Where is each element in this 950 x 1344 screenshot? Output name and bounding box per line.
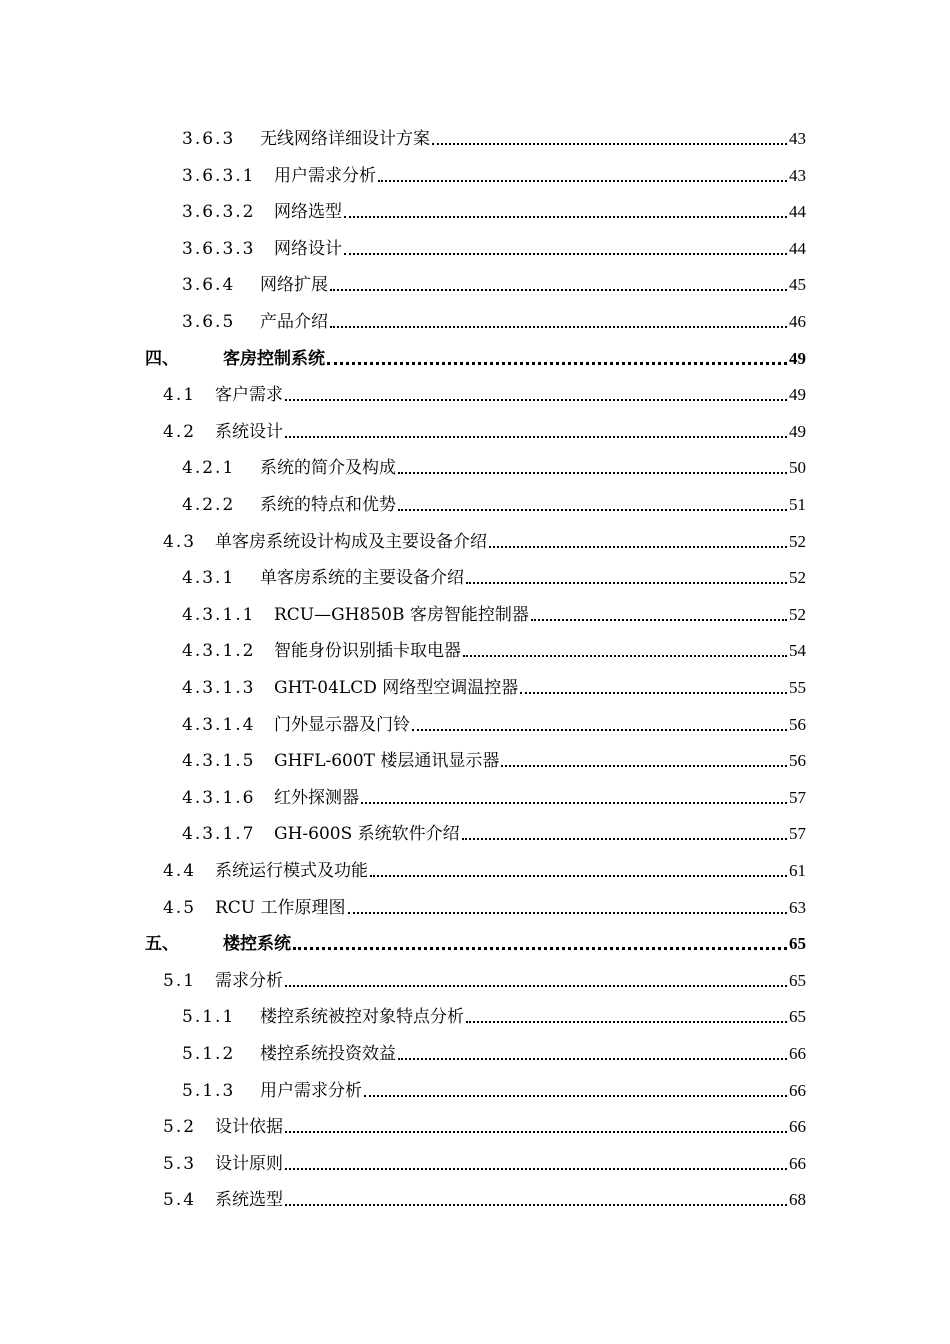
toc-entry[interactable] <box>182 1000 806 1028</box>
toc-dot-leader <box>463 655 787 657</box>
toc-entry[interactable] <box>145 927 806 955</box>
toc-entry-title: 网络设计 <box>274 238 342 259</box>
toc-entry-title: 智能身份识别插卡取电器 <box>274 641 461 662</box>
toc-entry-number: 4.2 <box>163 421 197 442</box>
toc-entry[interactable] <box>182 744 806 772</box>
toc-entry[interactable] <box>163 964 806 992</box>
toc-entry-title: 设计原则 <box>215 1153 283 1174</box>
toc-dot-leader <box>348 912 787 914</box>
toc-entry-page: 56 <box>789 751 806 771</box>
toc-entry-title: 用户需求分析 <box>274 165 376 186</box>
toc-dot-leader <box>364 1095 787 1097</box>
toc-dot-leader <box>398 509 787 511</box>
toc-entry-title: 网络扩展 <box>260 275 328 296</box>
toc-entry-page: 43 <box>789 129 806 148</box>
toc-entry-number: 5.1.2 <box>182 1044 236 1064</box>
toc-dot-leader <box>330 326 787 328</box>
toc-entry-number: 4.5 <box>163 897 197 918</box>
toc-entry-title: 楼控系统 <box>223 934 291 955</box>
toc-entry-title: GH-600S 系统软件介绍 <box>274 824 460 845</box>
toc-entry-number: 5.4 <box>163 1190 197 1211</box>
toc-entry[interactable] <box>182 634 806 662</box>
toc-entry[interactable] <box>182 268 806 296</box>
toc-entry-title: 单客房系统的主要设备介绍 <box>260 568 464 589</box>
toc-entry-page: 49 <box>789 421 806 441</box>
toc-entry-number: 4.3.1.4 <box>182 714 256 735</box>
toc-entry-number: 4.3.1.7 <box>182 824 256 845</box>
toc-entry-page: 50 <box>789 458 806 478</box>
toc-entry-number: 5.2 <box>163 1117 197 1138</box>
toc-entry[interactable] <box>182 1037 806 1065</box>
toc-entry[interactable] <box>182 1074 806 1102</box>
toc-entry-number: 4.3.1.3 <box>182 678 256 698</box>
toc-entry[interactable] <box>182 708 806 736</box>
toc-entry[interactable] <box>163 891 806 919</box>
toc-dot-leader <box>285 436 787 438</box>
toc-entry-title: 系统运行模式及功能 <box>215 861 368 881</box>
toc-entry[interactable] <box>182 781 806 809</box>
toc-entry[interactable] <box>182 159 806 187</box>
toc-entry-title: 无线网络详细设计方案 <box>260 129 430 149</box>
toc-entry-title: 楼控系统投资效益 <box>260 1044 396 1064</box>
toc-entry-page: 66 <box>789 1044 806 1063</box>
toc-entry-page: 52 <box>789 531 806 551</box>
toc-entry-number: 四、 <box>145 348 179 369</box>
toc-entry-number: 4.3.1.6 <box>182 787 256 808</box>
toc-entry[interactable] <box>182 232 806 260</box>
toc-entry-title: RCU 工作原理图 <box>215 897 346 918</box>
toc-entry-page: 65 <box>789 970 806 990</box>
toc-dot-leader <box>361 802 787 804</box>
toc-entry-title: GHFL-600T 楼层通讯显示器 <box>274 751 500 772</box>
toc-entry-page: 56 <box>789 714 806 734</box>
toc-entry-page: 49 <box>789 348 806 368</box>
toc-entry[interactable] <box>182 671 806 699</box>
toc-entry[interactable] <box>163 525 806 553</box>
toc-entry-title: 门外显示器及门铃 <box>274 714 410 735</box>
toc-entry[interactable] <box>163 378 806 406</box>
toc-entry-title: 需求分析 <box>215 970 283 991</box>
toc-entry-number: 4.4 <box>163 861 197 881</box>
toc-dot-leader <box>293 947 787 950</box>
toc-entry[interactable] <box>182 598 806 626</box>
toc-entry-title: 系统的特点和优势 <box>260 495 396 515</box>
toc-dot-leader <box>489 546 787 548</box>
toc-entry-number: 4.2.1 <box>182 458 236 479</box>
toc-entry-number: 4.3 <box>163 531 197 552</box>
toc-entry-title: 系统选型 <box>215 1190 283 1211</box>
toc-entry-page: 66 <box>789 1117 806 1137</box>
toc-entry-title: 红外探测器 <box>274 787 359 808</box>
toc-entry-number: 3.6.3 <box>182 129 236 149</box>
toc-dot-leader <box>398 472 787 474</box>
toc-entry[interactable] <box>163 1110 806 1138</box>
toc-entry-page: 46 <box>789 312 806 331</box>
toc-dot-leader <box>501 765 787 767</box>
toc-dot-leader <box>285 399 787 401</box>
toc-dot-leader <box>378 180 787 182</box>
toc-entry-number: 3.6.4 <box>182 275 236 296</box>
toc-entry-page: 52 <box>789 568 806 588</box>
toc-entry-number: 3.6.3.2 <box>182 202 256 223</box>
toc-entry-title: 产品介绍 <box>260 312 328 332</box>
toc-entry-number: 5.1 <box>163 970 197 991</box>
toc-entry-page: 51 <box>789 495 806 514</box>
toc-entry-number: 5.1.3 <box>182 1080 236 1101</box>
toc-entry-page: 52 <box>789 604 806 624</box>
toc-dot-leader <box>285 985 787 987</box>
toc-entry[interactable] <box>163 1147 806 1175</box>
toc-entry-title: 客户需求 <box>215 385 283 406</box>
toc-dot-leader <box>531 619 787 621</box>
toc-entry-title: 单客房系统设计构成及主要设备介绍 <box>215 531 487 552</box>
toc-entry-page: 43 <box>789 165 806 185</box>
toc-dot-leader <box>466 1021 787 1023</box>
toc-entry-page: 49 <box>789 385 806 405</box>
toc-entry-number: 4.3.1.1 <box>182 604 256 625</box>
toc-entry[interactable] <box>182 817 806 845</box>
toc-dot-leader <box>412 729 787 731</box>
toc-entry-number: 3.6.3.1 <box>182 165 256 186</box>
toc-entry-title: 系统的简介及构成 <box>260 458 396 479</box>
toc-entry[interactable] <box>182 305 806 333</box>
toc-entry-number: 4.1 <box>163 385 197 406</box>
toc-entry-number: 4.3.1 <box>182 568 236 589</box>
toc-dot-leader <box>462 838 787 840</box>
toc-entry-page: 57 <box>789 824 806 844</box>
toc-dot-leader <box>330 289 787 291</box>
toc-entry-page: 65 <box>789 1007 806 1027</box>
toc-entry-title: RCU—GH850B 客房智能控制器 <box>274 604 529 625</box>
toc-entry-page: 61 <box>789 861 806 880</box>
toc-entry-title: 网络选型 <box>274 202 342 223</box>
toc-entry-page: 68 <box>789 1190 806 1210</box>
toc-entry-number: 3.6.5 <box>182 312 236 332</box>
toc-entry[interactable] <box>163 1183 806 1211</box>
toc-entry-number: 五、 <box>145 934 179 955</box>
toc-entry[interactable] <box>145 342 806 370</box>
toc-dot-leader <box>466 582 787 584</box>
toc-dot-leader <box>285 1204 787 1206</box>
toc-entry-number: 3.6.3.3 <box>182 238 256 259</box>
toc-entry-page: 44 <box>789 202 806 222</box>
toc-dot-leader <box>520 692 787 694</box>
toc-entry-title: 设计依据 <box>215 1117 283 1138</box>
toc-dot-leader <box>344 216 787 218</box>
toc-entry-title: GHT-04LCD 网络型空调温控器 <box>274 678 519 698</box>
toc-entry-page: 44 <box>789 238 806 258</box>
toc-entry-page: 55 <box>789 678 806 697</box>
toc-entry-number: 4.3.1.5 <box>182 751 256 772</box>
toc-dot-leader <box>344 253 787 255</box>
toc-entry-page: 65 <box>789 934 806 954</box>
toc-entry-page: 57 <box>789 787 806 807</box>
toc-entry-number: 5.3 <box>163 1153 197 1174</box>
toc-dot-leader <box>398 1058 787 1060</box>
toc-entry[interactable] <box>182 488 806 516</box>
toc-entry[interactable] <box>163 415 806 443</box>
toc-entry-title: 用户需求分析 <box>260 1080 362 1101</box>
toc-entry-title: 客房控制系统 <box>223 348 325 369</box>
toc-entry-page: 45 <box>789 275 806 295</box>
toc-entry-page: 66 <box>789 1080 806 1100</box>
toc-entry-page: 66 <box>789 1153 806 1173</box>
toc-entry[interactable] <box>182 122 806 150</box>
toc-entry-number: 4.2.2 <box>182 495 236 515</box>
toc-entry-number: 4.3.1.2 <box>182 641 256 662</box>
toc-entry[interactable] <box>182 195 806 223</box>
toc-entry-title: 楼控系统被控对象特点分析 <box>260 1007 464 1028</box>
toc-entry-page: 54 <box>789 641 806 661</box>
toc-entry[interactable] <box>163 854 806 882</box>
toc-entry-title: 系统设计 <box>215 421 283 442</box>
toc-entry[interactable] <box>182 451 806 479</box>
toc-dot-leader <box>432 143 787 145</box>
toc-entry-number: 5.1.1 <box>182 1007 236 1028</box>
toc-dot-leader <box>285 1168 787 1170</box>
toc-entry-page: 63 <box>789 897 806 917</box>
toc-entry[interactable] <box>182 561 806 589</box>
toc-dot-leader <box>370 875 787 877</box>
toc-dot-leader <box>327 362 787 365</box>
toc-dot-leader <box>285 1131 787 1133</box>
